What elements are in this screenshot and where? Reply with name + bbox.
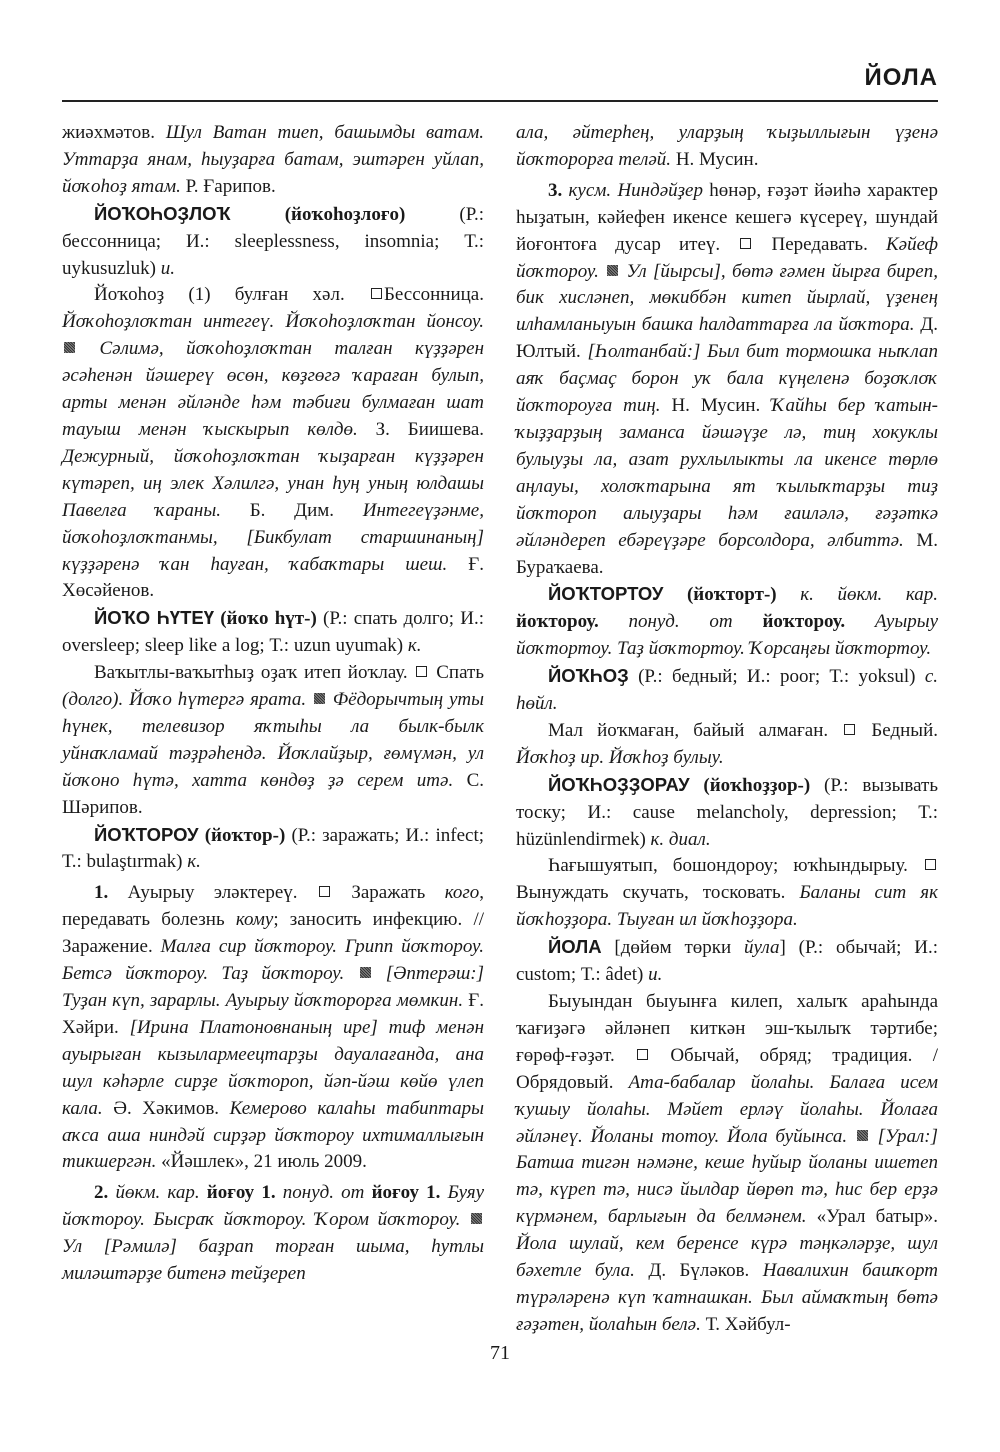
headword: ЙОҠО ҺҮТЕҮ xyxy=(94,607,214,629)
running-head: ЙОЛА xyxy=(864,64,938,91)
entry-yokhod-definition: Мал йоҡмаған, байый алмаған. Бедный. Йоҡһоҙ ир. Йоҡһоҙ булыу. xyxy=(516,719,938,768)
continuation-paragraph: ала, әйтерһең, уларҙың ҡыҙыллығын үҙенә йоҡторорға теләй. Н. Мусин. xyxy=(516,122,938,170)
entry-yoktorou: ЙОҠТОРОУ (йоҡтор-) (Р.: заражать; И.: infect; Т.: bulaştırmak) к. xyxy=(62,823,484,873)
headword: ЙОҠҺОҘ xyxy=(548,665,629,687)
left-column xyxy=(62,120,484,1288)
ru-marker-icon xyxy=(740,238,751,249)
ru-marker-icon xyxy=(925,859,936,870)
entry-yoko-hutey-definition: Ваҡытлы-ваҡытһыҙ оҙаҡ итеп йоҡлау. Спать (долго). Йоҡо һүтергә ярата. Фёдорычтың уты һүнек, телевизор яҡтыһы ла былк-былк уйнаҡламай тәҙрәһендә. Йоҡлайҙыр, ғөмүмән, ул йоҡоно һүтә, хатта көндөҙ ҙә серем итә. С. Шәрипов. xyxy=(62,662,485,818)
headword: ЙОҠТОРОУ xyxy=(94,823,199,845)
citation-marker-icon xyxy=(314,693,325,704)
entry-yoktortou: ЙОҠТОРТОУ (йоҡторт-) к. йөкм. кар. йоҡтороу. понуд. от йоҡтороу. Ауырыу йоҡтортоу. Таҙ йоҡтортоу. Ҡорсаңғы йоҡтортоу. xyxy=(516,583,938,660)
entry-yokhoddorau: ЙОҠҺОҘҘОРАУ (йоҡһоҙҙор-) (Р.: вызывать тоску; И.: cause melancholy, depression; Т.: hüzünlendirmek) к. диал. xyxy=(516,773,938,850)
entry-yoko-hutey: ЙОҠО ҺҮТЕҮ (йоҡо һүт-) (Р.: спать долго; И.: oversleep; sleep like a log; Т.: uzun uyumak) к. xyxy=(62,607,484,657)
citation-marker-icon xyxy=(64,342,75,353)
right-column xyxy=(516,120,938,1339)
entry-yokhod: ЙОҠҺОҘ (Р.: бедный; И.: poor; Т.: yoksul) с. һөйл. xyxy=(516,665,938,715)
citation-marker-icon xyxy=(360,967,371,978)
citation-marker-icon xyxy=(471,1213,482,1224)
ru-marker-icon xyxy=(371,288,382,299)
entry-yola-definition: Быуындан быуынға килеп, халыҡ араһында ҡағиҙәгә әйләнеп киткән эш-ҡылыҡ тәртибе; ғөрөф-ғәҙәт. Обычай, обряд; традиция. / Обрядовый. Ата-бабалар йолаһы. Балаға исем ҡушыу йолаһы. Мәйет ерләү йолаһы. Йолаға әйләнеү. Йоланы тотоу. Йола буйынса. [Урал:] Батша тигән нәмәне, кеше һуйыр йоланы ишетеп тә, күреп тә, нисә йылдар йөрөп тә, һис бер ерҙә күрмәнем, барлығын да белмәнем. «Урал батыр». Йола шулай, кем беренсе күрә тәңкәләрҙе, шул бәхетле була. Д. Бүләков. Навалихин башҡорт түрәләренә күп ҡатнашкан. Был аймаҡтың бөтә ғәҙәтен, йолаһын белә. Т. Хәйбул- xyxy=(516,991,939,1335)
ru-marker-icon xyxy=(319,886,330,897)
entry-yokhoddorau-definition: Һағышуятып, бошондороу; юҡһындырыу. Вынуждать скучать, тосковать. Баланы сит як йоҡһоҙҙора. Тыуған ил йоҡһоҙҙора. xyxy=(516,855,938,931)
headword: ЙОЛА xyxy=(548,936,602,958)
sense-1: 1. Ауырыу эләктереү. Заражать кого, передавать болезнь кому; заносить инфекцию. // Заражение. Малға сир йоҡтороу. Грипп йоҡтороу. Бетсә йоҡтороу. Таҙ йоҡтороу. [Әптерәш:] Туҙан күп, зарарлы. Ауырыу йоҡторорға мөмкин. Ғ. Хәйри. [Ирина Платоновнаның ире] тиф менән ауырыған кызылармеецтарҙы дауалағанда, ана шул кәһәрле сирҙе йоҡтороп, йәп-йәш көйө үлеп кала. Ә. Хәкимов. Кемерово калаһы табиптары аҡса аша ниндәй сирҙәр йоҡтороу ихтималлығын тикшергән. «Йәшлек», 21 июль 2009. xyxy=(62,882,485,1173)
continuation-paragraph: жиәхмәтов. Шул Ватан тиеп, башымды ватам. Уттарҙа янам, һыуҙарға батам, эштәрен уйлап, йоҡоһоҙ ятам. Р. Ғарипов. xyxy=(62,122,484,197)
ru-marker-icon xyxy=(416,666,427,677)
ru-marker-icon xyxy=(844,724,855,735)
header-rule xyxy=(62,100,938,102)
entry-yola: ЙОЛА [дөйөм төрки йула] (Р.: обычай; И.: custom; Т.: âdet) и. xyxy=(516,936,939,986)
entry-yokohodlok: ЙОҠОҺОҘЛОҠ (йоҡоһоҙлоғо) (Р.: бессонница; И.: sleeplessness, insomnia; Т.: uykusuzluk) и. xyxy=(62,202,484,279)
headword: ЙОҠТОРТОУ xyxy=(548,583,664,605)
ru-marker-icon xyxy=(637,1049,648,1060)
headword: ЙОҠҺОҘҘОРАУ xyxy=(548,773,690,795)
headword: ЙОҠОҺОҘЛОҠ xyxy=(94,202,231,224)
citation-marker-icon xyxy=(607,265,618,276)
page-number: 71 xyxy=(490,1342,510,1364)
sense-3: 3. кусм. Ниндәйҙер һөнәр, ғәҙәт йәиһә характер һыҙатын, кәйефен икенсе кешегә күсереү, шундай йоғонтоға дусар итеү. Передавать. Кәйеф йоҡтороу. Ул [йырсы], бөтә ғәмен йырға биреп, бик хисләнеп, мөкиббән китеп йырлай, үҙенең илһамланыуын башка һалдаттарға ла йоҡтора. Д. Юлтый. [Һолтанбай:] Был бит тормошка ныҡлап аяҡ баҫмаҫ борон уҡ бала күңеленә боҙоҡлоҡ йоҡтороуға тиң. Н. Мусин. Ҡайһы бер ҡатын-ҡыҙҙарҙың заманса йәшәүҙе лә, тиң хокуклы булыуҙы ла, азат рухлылыкты ла икенсе төрлө аңлауы, холоҡтарына ят ҡылыҡтарҙы тиҙ йоҡтороп алыуҙары һәм ғаиләлә, ғәҙәткә әйләндереп ебәреүҙәре борсолдора, әлбиттә. М. Бураҡаева. xyxy=(516,179,939,578)
sense-2: 2. йөкм. кар. йоғоу 1. понуд. от йоғоу 1. Буяу йоҡтороу. Бысраҡ йоҡтороу. Ҡором йоҡтороу. Ул [Рәмилә] баҙрап торған шыма, һутлы миләштәрҙе битенә тейҙереп xyxy=(62,1182,485,1285)
entry-yokohodlok-definition: Йоҡоһоҙ (1) булған хәл. Бессонница. Йоҡоһоҙлоҡтан интегеү. Йоҡоһоҙлоҡтан йонсоу. Сәлимә, йоҡоһоҙлоҡтан талған күҙҙәрен әсәһенән йәшереү өсөн, көҙгөгә ҡараған булып, арты менән әйләнде һәм тәбиғи булмаған шат тауыш менән ҡыскырып көлдө. З. Биишева. Дежурный, йоҡоһоҙлоҡтан ҡыҙарған күҙҙәрен күтәреп, иң элек Хәлилгә, унан һуң уның юлдашы Павелға ҡараны. Б. Дим. Интегеүҙәнме, йоҡоһоҙлоҡтанмы, [Бикбулат старшинаның] күҙҙәренә ҡан һауған, ҡабаҡтары шеш. Ғ. Хөсәйенов. xyxy=(62,284,485,602)
citation-marker-icon xyxy=(857,1130,868,1141)
